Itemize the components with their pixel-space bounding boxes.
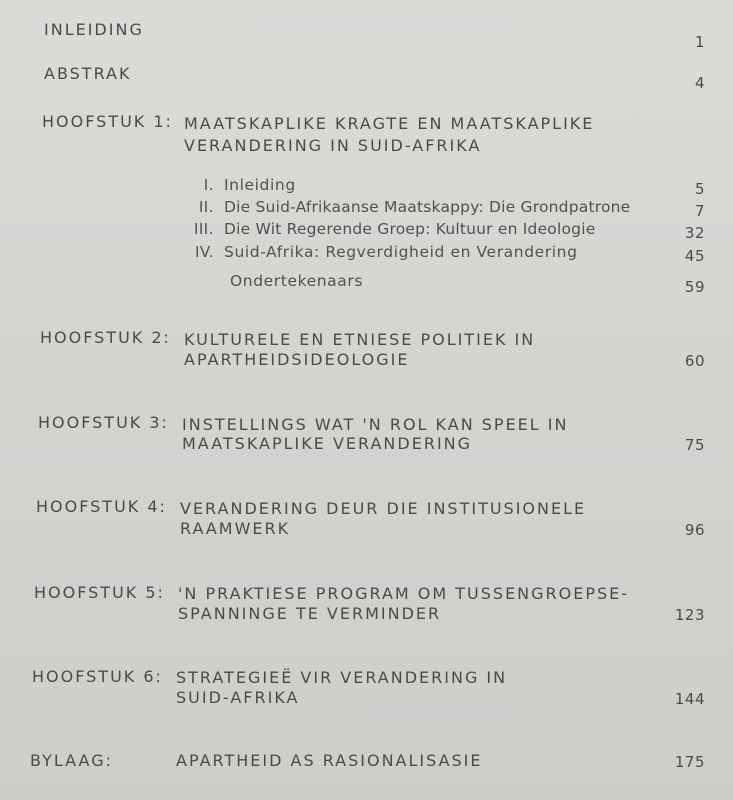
chapter-label: HOOFSTUK 4: [36,497,167,516]
chapter-label: HOOFSTUK 3: [38,413,169,432]
section-title-signatories: Ondertekenaars [230,272,364,290]
chapter-label: HOOFSTUK 1: [42,112,173,131]
page-number: 175 [674,753,705,771]
section-title: Die Suid-Afrikaanse Maatskappy: Die Grondpatrone [224,198,631,216]
chapter-title: MAATSKAPLIKE VERANDERING [182,434,473,453]
section-title: Suid-Afrika: Regverdigheid en Verandering [224,243,578,261]
appendix-title: APARTHEID AS RASIONALISASIE [176,751,483,770]
page-number: 32 [684,224,705,242]
section-title: Die Wit Regerende Groep: Kultuur en Ideologie [224,220,596,238]
section-number: I. [203,176,214,194]
page-number: 144 [674,690,705,708]
chapter-title: KULTURELE EN ETNIESE POLITIEK IN [184,330,536,349]
chapter-title: 'N PRAKTIESE PROGRAM OM TUSSENGROEPSE- [178,584,630,603]
page-number: 96 [684,521,705,539]
appendix-label: BYLAAG: [30,751,113,770]
page-number: 75 [684,436,705,454]
chapter-title: APARTHEIDSIDEOLOGIE [184,350,410,369]
chapter-title: RAAMWERK [180,519,291,538]
section-number: III. [193,220,214,238]
page-number: 5 [694,180,705,198]
page-number: 60 [684,352,705,370]
chapter-title: SPANNINGE TE VERMINDER [178,604,442,623]
chapter-title: MAATSKAPLIKE KRAGTE EN MAATSKAPLIKE [184,114,595,133]
toc-entry-abstrak: ABSTRAK [44,64,132,83]
page-number: 45 [684,247,705,265]
chapter-title: VERANDERING DEUR DIE INSTITUSIONELE [180,499,587,518]
page-number: 4 [694,74,705,92]
page-number: 59 [684,278,705,296]
page-number: 7 [694,202,705,220]
section-title: Inleiding [224,176,296,194]
chapter-title: SUID-AFRIKA [176,688,300,707]
chapter-title: STRATEGIEË VIR VERANDERING IN [176,668,508,687]
chapter-title: INSTELLINGS WAT 'N ROL KAN SPEEL IN [182,415,569,434]
page-number: 123 [674,606,705,624]
chapter-label: HOOFSTUK 6: [32,667,163,686]
chapter-label: HOOFSTUK 2: [40,328,171,347]
chapter-title: VERANDERING IN SUID-AFRIKA [184,136,482,155]
toc-entry-inleiding: INLEIDING [44,20,144,39]
section-number: II. [198,198,214,216]
page-number: 1 [694,33,705,51]
section-number: IV. [194,243,214,261]
chapter-label: HOOFSTUK 5: [34,583,165,602]
